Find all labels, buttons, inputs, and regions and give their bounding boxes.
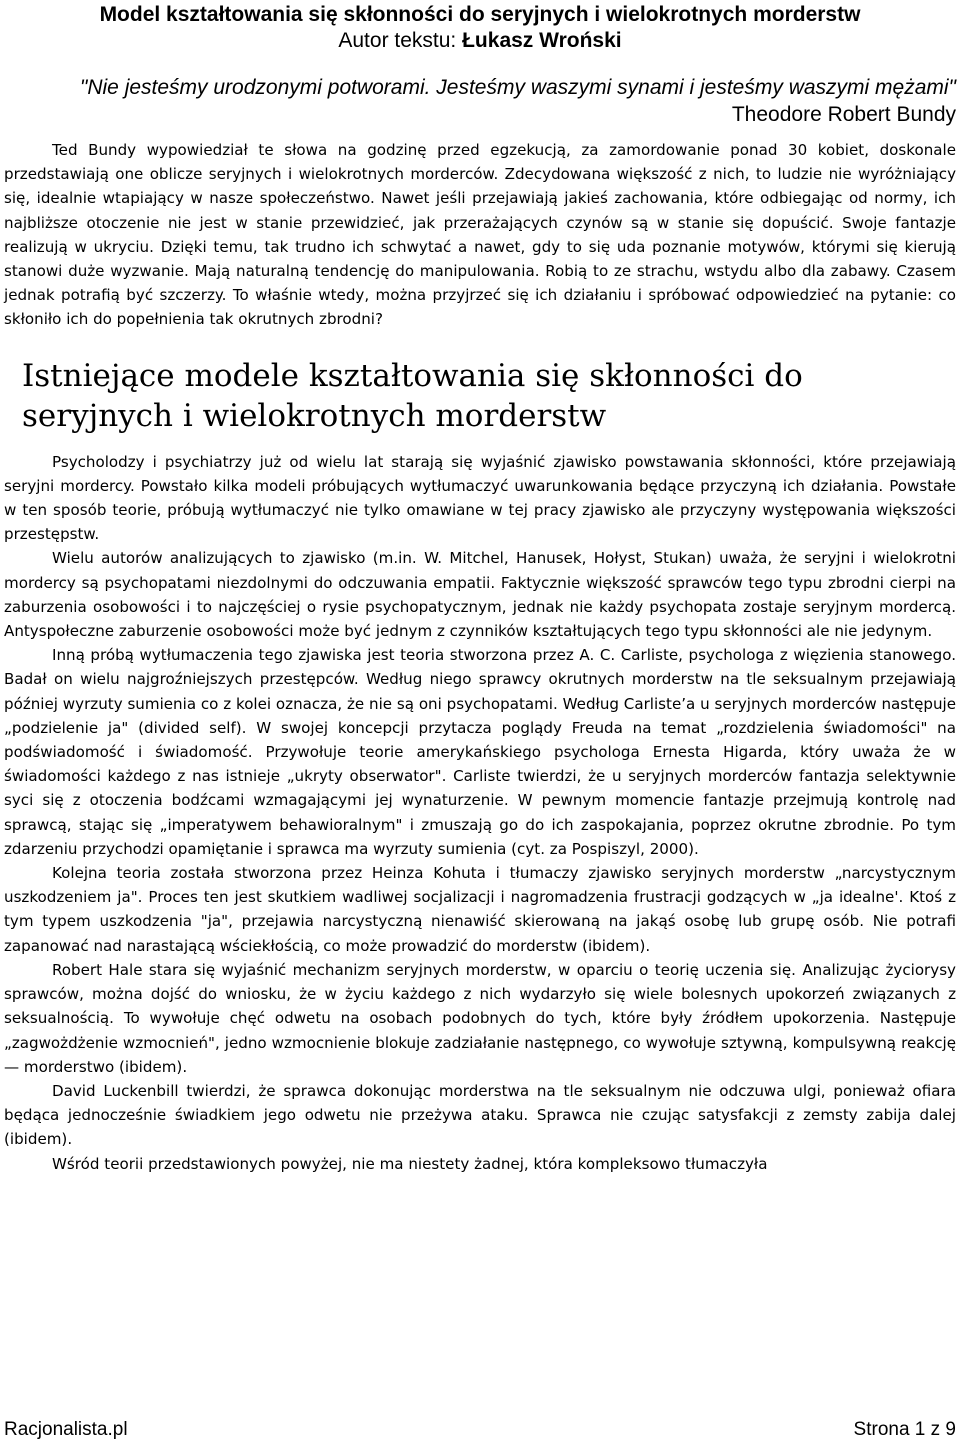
footer-site-name: Racjonalista.pl [4,1419,128,1440]
title-block [4,0,956,54]
section-paragraph: Inną próbą wytłumaczenia tego zjawiska jest teoria stworzona przez A. C. Carliste, psychologa z więzienia stanowego. Badał on wielu najgroźniejszych przestępców. Według niego sprawcy okrutnych morderstw na tle seksualnym przejawiają później wyrzuty sumienia co z kolei oznacza, że nie są oni psychopatami. Według Carliste’a u seryjnych morderców następuje „podzielenie ja" (divided self). W swojej koncepcji przytacza poglądy Freuda na temat „rozdzielenia świadomości" na podświadomość i świadomość. Przywołuje teorie amerykańskiego psychologa Ernesta Higarda, który uważa że w świadomości każdego z nas istnieje „ukryty obserwator". Carliste twierdzi, że u seryjnych morderców fantazja selektywnie syci się z otoczenia bodźcami wzmagającymi jej wynaturzenie. W pewnym momencie fantazje przejmują kontrolę nad sprawcą, stając się „imperatywem behawioralnym" i zmuszają go do ich zaspokajania, poprzez okrutne zbrodnie. Po tym zdarzeniu przychodzi opamiętanie i sprawca ma wyrzuty sumienia (cyt. za Pospiszyl, 2000). [4,646,956,858]
section-paragraph: Robert Hale stara się wyjaśnić mechanizm seryjnych morderstw, w oparciu o teorię uczenia się. Analizując życiorysy sprawców, można dojść do wniosku, że w życiu każdego z nich wydarzyło się wiele bolesnych upokorzeń związanych z seksualnością. To wywołuje chęć odwetu na osobach podobnych do tych, które były źródłem upokorzenia. Następuje „zagwożdżenie wzmocnień", jedno wzmocnienie blokuje zadziałanie następnego, co wywołuje sztywną, kompulsywną reakcję — morderstwo (ibidem). [4,960,956,1076]
section-paragraph: Psycholodzy i psychiatrzy już od wielu lat starają się wyjaśnić zjawisko powstawania skłonności, które przejawiają seryjni mordercy. Powstało kilka modeli próbujących wytłumaczyć uwarunkowania będące przyczyną ich działania. Powstałe w ten sposób teorie, próbują wytłumaczyć nie tylko omawiane w tej pracy zjawisko ale przyczyny występowania większości przestępstw. [4,452,956,544]
intro-paragraph: Ted Bundy wypowiedział te słowa na godzinę przed egzekucją, za zamordowanie ponad 30 kobiet, doskonale przedstawiają one oblicze seryjnych i wielokrotnych morderców. Zdecydowana większość z nich, to ludzie nie wyróżniający się, idealnie wtapiający w nasze społeczeństwo. Nawet jeśli przejawiają jakieś zachowania, które odbiegając od normy, ich najbliższe otoczenie nie jest w stanie przewidzieć, jak przerażających czynów są w stanie się dopuścić. Swoje fantazje realizują w ukryciu. Dzięki temu, tak trudno ich schwytać a nawet, gdy to się uda poznanie motywów, którymi się kierują stanowi duże wyzwanie. Mają naturalną tendencję do manipulowania. Robią to ze strachu, wstydu albo dla zabawy. Czasem jednak potrafią być szczerzy. To właśnie wtedy, można przyjrzeć się ich działaniu i spróbować odpowiedzieć na pytanie: co skłoniło ich do popełnienia tak okrutnych zbrodni? [4,141,956,329]
author-name: Łukasz Wroński [462,29,622,52]
author-line [4,28,956,54]
document-title: Model kształtowania się skłonności do seryjnych i wielokrotnych morderstw [99,3,861,26]
section-paragraph: Wielu autorów analizujących to zjawisko (m.in. W. Mitchel, Hanusek, Hołyst, Stukan) uważa, że seryjni i wielokrotni mordercy są psychopatami niezdolnymi do odczuwania empatii. Faktycznie większość sprawców tego typu zbrodni cierpi na zaburzenia osobowości i to najczęściej o rysie psychopatycznym, jednak nie każdy psychopata zostaje seryjnym mordercą. Antyspołeczne zaburzenie osobowości może być jednym z czynników kształtujących tego typu skłonności ale nie jedynym. [4,549,956,641]
section-paragraph: David Luckenbill twierdzi, że sprawca dokonując morderstwa na tle seksualnym nie odczuwa ulgi, ponieważ ofiara będąca jednocześnie świadkiem jego odwetu nie przeżywa ataku. Sprawca nie czując satysfakcji z zemsty zabija dalej (ibidem). [4,1081,956,1149]
author-label: Autor tekstu: [338,29,457,52]
section-paragraph: Wśród teorii przedstawionych powyżej, nie ma niestety żadnej, która kompleksowo tłumaczyła [52,1154,768,1173]
footer-page-number: Strona 1 z 9 [853,1419,956,1440]
section-paragraph: Kolejna teoria została stworzona przez Heinza Kohuta i tłumaczy zjawisko seryjnych morderstw „narcystycznym uszkodzeniem ja". Proces ten jest skutkiem wadliwej socjalizacji i nagromadzenia frustracji godzących w „ja idealne'. Ktoś z tym typem uszkodzenia "ja", przejawia narcystyczną nienawiść skierowaną na jakąś osobę lub grupę osób. Nie potrafi zapanować nad narastającą wściekłością, co może prowadzić do morderstw (ibidem). [4,864,956,955]
section-heading: Istniejące modele kształtowania się skłonności do seryjnych i wielokrotnych morderstw [22,357,803,434]
epigraph-author: Theodore Robert Bundy [731,103,956,126]
epigraph-quote: "Nie jesteśmy urodzonymi potworami. Jesteśmy waszymi synami i jesteśmy waszymi mężami" [79,76,956,99]
page-footer [4,1418,956,1442]
